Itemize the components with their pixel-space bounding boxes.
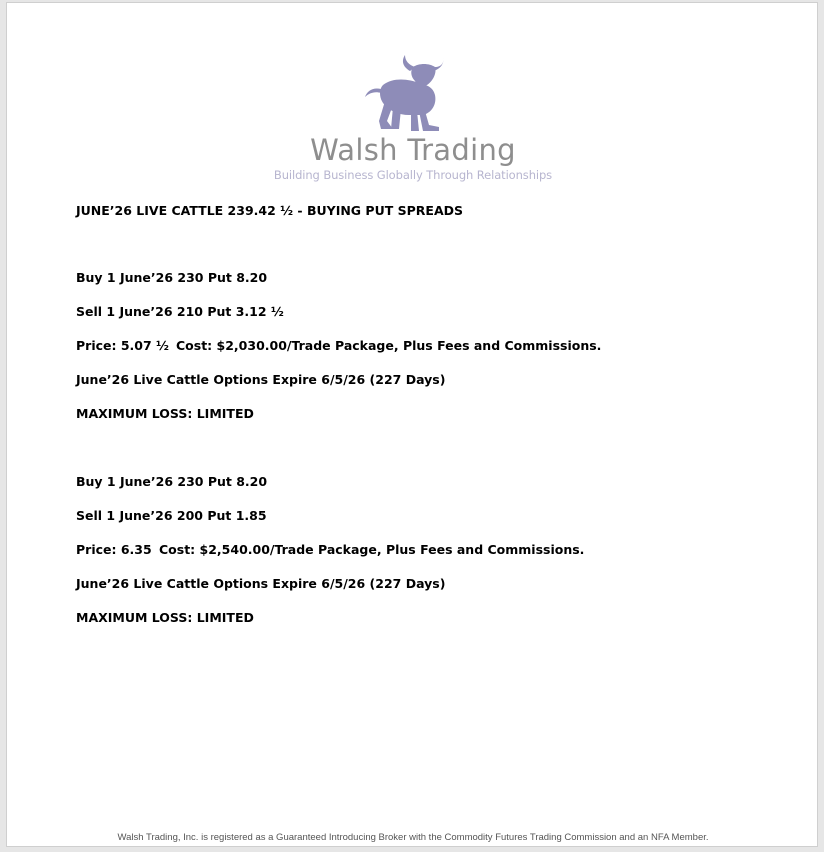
trade-1-price: Price: 5.07 ½ [76, 338, 169, 353]
trade-2-price: Price: 6.35 [76, 542, 152, 557]
trade-2-expiry: June’26 Live Cattle Options Expire 6/5/26 (227 Days) [76, 576, 446, 591]
document-page [6, 2, 818, 847]
brand-name: Walsh Trading [310, 133, 516, 167]
footer-disclaimer: Walsh Trading, Inc. is registered as a Guaranteed Introducing Broker with the Commodity Futures Trading Commission and an NFA Member. [117, 832, 709, 843]
headline: JUNE’26 LIVE CATTLE 239.42 ½ - BUYING PUT SPREADS [76, 203, 463, 218]
trade-1-buy: Buy 1 June’26 230 Put 8.20 [76, 270, 268, 285]
bull-icon [363, 51, 463, 133]
trade-2-max-loss: MAXIMUM LOSS: LIMITED [76, 610, 254, 625]
trade-1-expiry: June’26 Live Cattle Options Expire 6/5/26 (227 Days) [76, 372, 446, 387]
trade-1-cost: Cost: $2,030.00/Trade Package, Plus Fees and Commissions. [176, 338, 602, 353]
brand-logo [7, 51, 819, 183]
brand-tagline: Building Business Globally Through Relationships [273, 168, 553, 182]
trade-1-sell: Sell 1 June’26 210 Put 3.12 ½ [76, 304, 284, 319]
trade-2-cost: Cost: $2,540.00/Trade Package, Plus Fees and Commissions. [159, 542, 585, 557]
trade-2-sell: Sell 1 June’26 200 Put 1.85 [76, 508, 267, 523]
trade-2-buy: Buy 1 June’26 230 Put 8.20 [76, 474, 268, 489]
trade-1-max-loss: MAXIMUM LOSS: LIMITED [76, 406, 254, 421]
